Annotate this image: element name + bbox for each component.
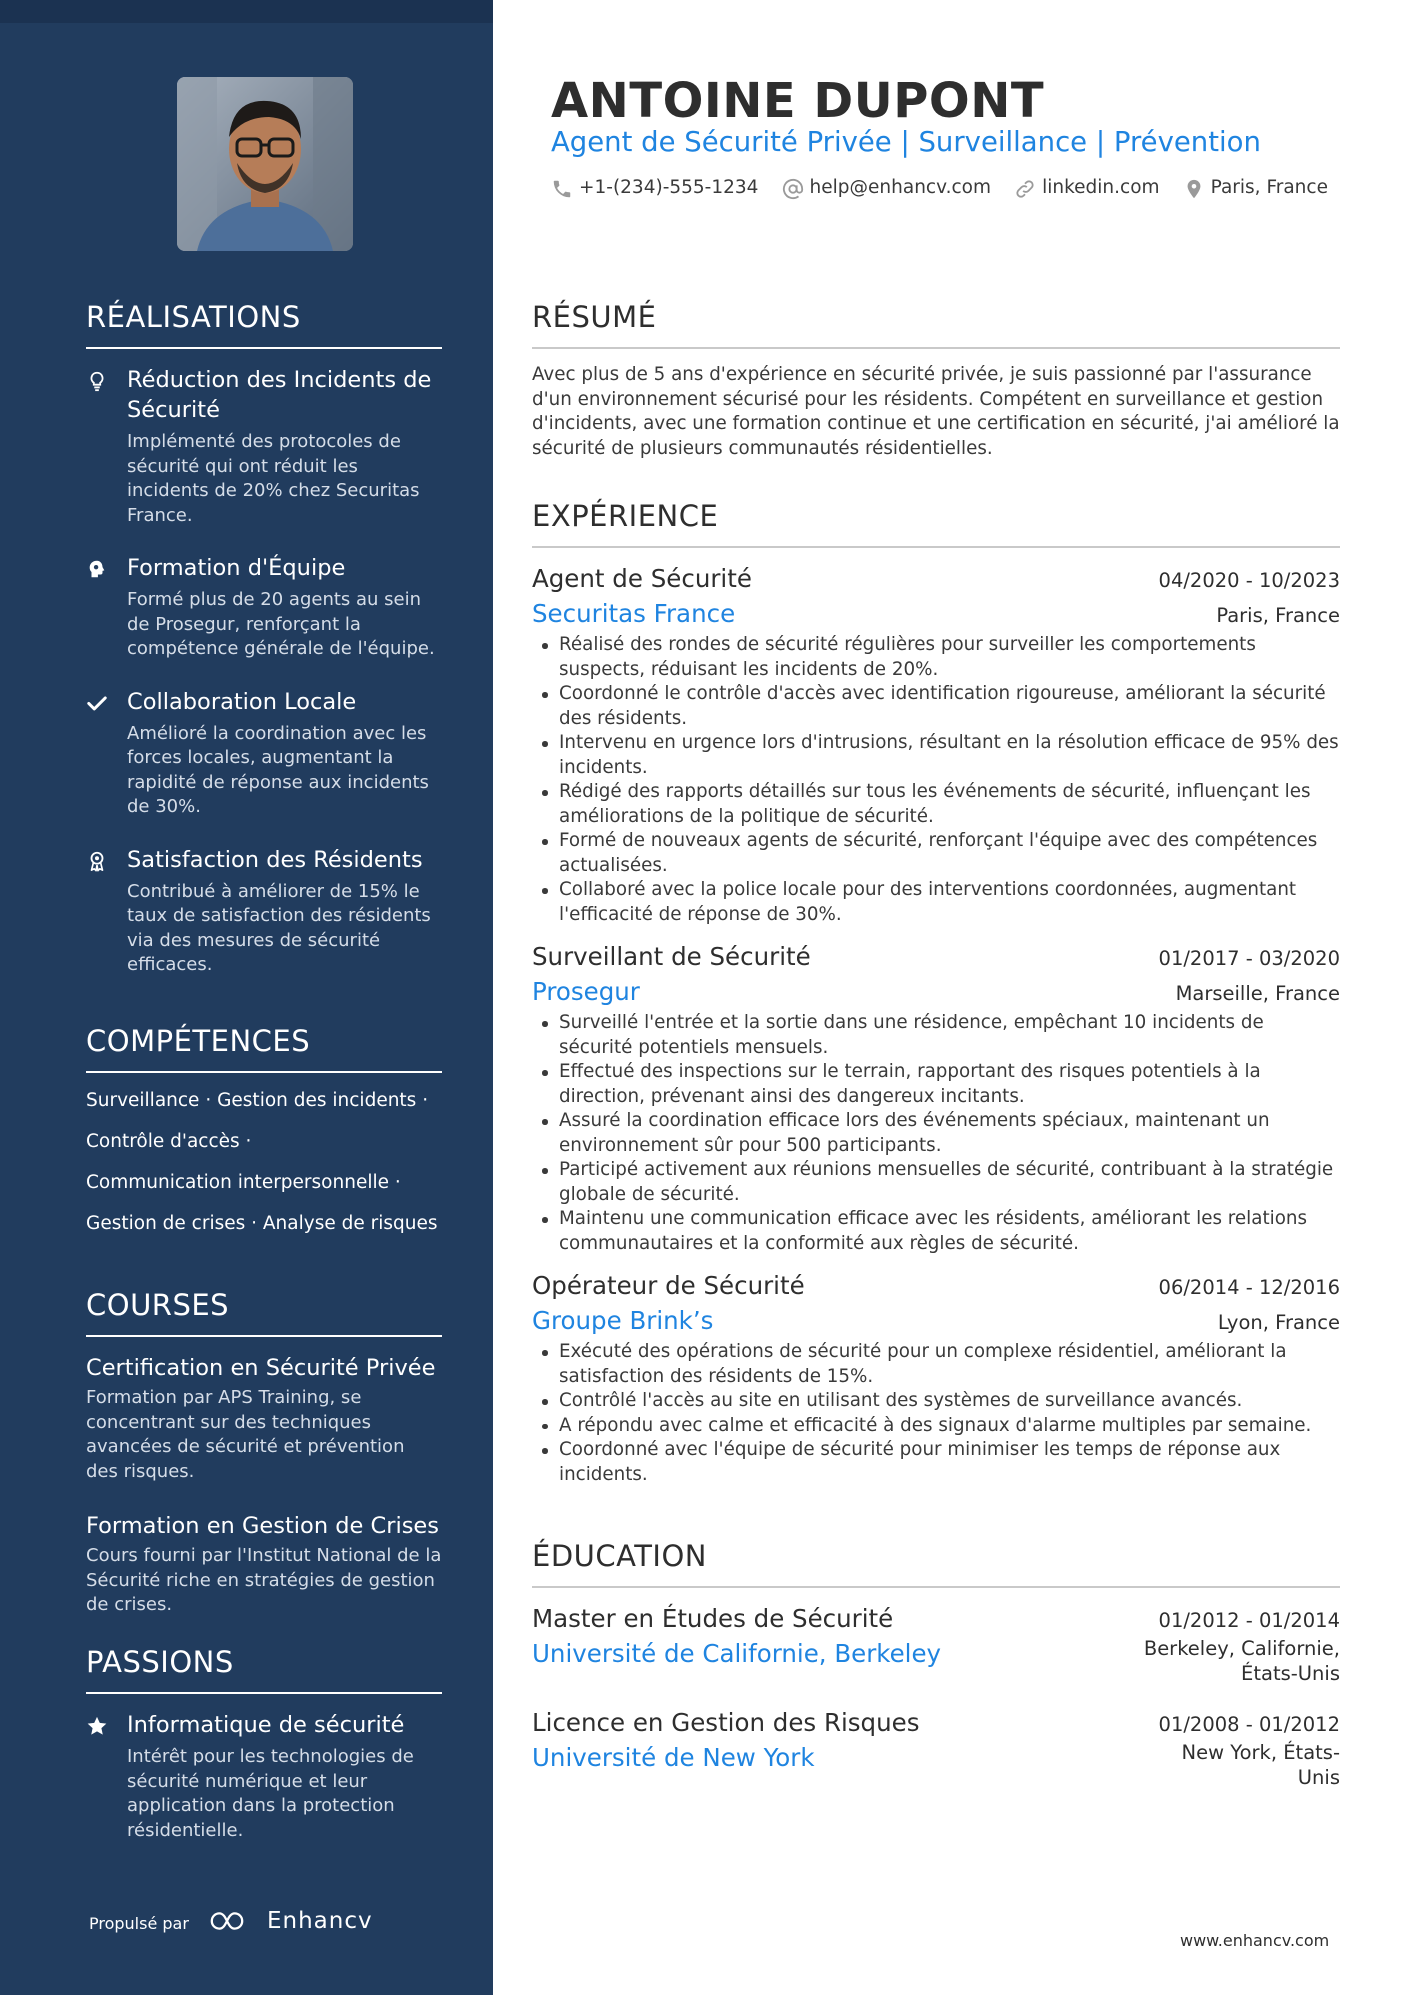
phone-icon — [551, 178, 573, 200]
skills-section — [86, 1024, 442, 1253]
course-description: Formation par APS Training, se concentrant sur des techniques avancées de sécurité et prévention des risques. — [86, 1387, 405, 1482]
achievement-description: Contribué à améliorer de 15% le taux de satisfaction des résidents via des mesures de sécurité efficaces. — [127, 880, 431, 975]
location-pin-icon — [1183, 178, 1205, 200]
candidate-name: ANTOINE DUPONT — [551, 73, 1045, 129]
enhancv-brand[interactable]: Enhancv — [267, 1908, 373, 1934]
job-bullet: Rédigé des rapports détaillés sur tous les événements de sécurité, influençant les améliorations de la politique de sécurité. — [532, 780, 1340, 829]
passion-description: Intérêt pour les technologies de sécurité numérique et leur application dans la protection résidentielle. — [127, 1746, 414, 1841]
achievements-title: RÉALISATIONS — [86, 300, 442, 349]
education-degree: Licence en Gestion des Risques — [532, 1708, 920, 1737]
job-bullet: Réalisé des rondes de sécurité régulières pour surveiller les comportements suspects, réduisant les incidents de 20%. — [532, 633, 1340, 682]
passions-title: PASSIONS — [86, 1645, 442, 1694]
enhancv-logo-icon — [208, 1907, 246, 1935]
skills-line: Communication interpersonnelle · — [86, 1172, 401, 1193]
job-company: Prosegur — [532, 977, 640, 1006]
job-company: Groupe Brink’s — [532, 1306, 714, 1335]
contact-phone[interactable] — [551, 177, 758, 198]
skills-line: Gestion de crises · Analyse de risques — [86, 1213, 438, 1234]
achievement-item — [86, 845, 442, 978]
job-location: Marseille, France — [1175, 982, 1340, 1005]
contact-email[interactable] — [782, 177, 991, 198]
summary-title: RÉSUMÉ — [532, 300, 1340, 349]
job-bullet: Effectué des inspections sur le terrain, rapportant des risques potentiels à la direction, prévenant ainsi des dangereux incitants. — [532, 1060, 1340, 1109]
skills-line: Contrôle d'accès · — [86, 1131, 252, 1152]
courses-title: COURSES — [86, 1288, 442, 1337]
education-entry — [532, 1706, 1340, 1790]
achievement-title: Collaboration Locale — [127, 688, 357, 715]
job-bullet: Intervenu en urgence lors d'intrusions, résultant en la résolution efficace de 95% des incidents. — [532, 731, 1340, 780]
course-item — [86, 1511, 442, 1618]
job-entry — [532, 562, 1340, 927]
education-title: ÉDUCATION — [532, 1539, 1340, 1588]
job-company: Securitas France — [532, 599, 736, 628]
profile-photo-illustration — [177, 77, 353, 251]
job-bullets — [532, 1011, 1340, 1256]
education-dates: 01/2012 - 01/2014 — [1158, 1609, 1340, 1632]
education-school: Université de New York — [532, 1743, 815, 1772]
job-dates: 01/2017 - 03/2020 — [1158, 947, 1340, 970]
achievement-title: Satisfaction des Résidents — [127, 846, 423, 873]
education-dates: 01/2008 - 01/2012 — [1158, 1713, 1340, 1736]
job-bullet: Assuré la coordination efficace lors des événements spéciaux, maintenant un environnement sûr pour 500 participants. — [532, 1109, 1340, 1158]
footer-url[interactable]: www.enhancv.com — [1180, 1931, 1330, 1950]
education-location: Berkeley, Californie, États-Unis — [1143, 1637, 1340, 1685]
powered-by — [89, 1904, 389, 1944]
experience-section — [532, 499, 1340, 1500]
education-entry — [532, 1602, 1340, 1686]
contact-location-text: Paris, France — [1210, 177, 1328, 198]
passion-item — [86, 1710, 442, 1843]
achievement-title: Formation d'Équipe — [127, 555, 346, 581]
award-ribbon-icon — [86, 850, 108, 872]
experience-title: EXPÉRIENCE — [532, 499, 1340, 548]
job-location: Lyon, France — [1217, 1311, 1340, 1334]
contact-location — [1183, 177, 1328, 198]
job-bullet: Contrôlé l'accès au site en utilisant des systèmes de surveillance avancés. — [532, 1389, 1340, 1414]
achievement-description: Formé plus de 20 agents au sein de Prosegur, renforçant la compétence générale de l'équipe. — [127, 589, 435, 659]
lightbulb-icon — [86, 370, 108, 392]
candidate-headline: Agent de Sécurité Privée | Surveillance | Prévention — [551, 126, 1261, 158]
course-item — [86, 1353, 442, 1484]
job-bullet: A répondu avec calme et efficacité à des signaux d'alarme multiples par semaine. — [532, 1414, 1340, 1439]
achievement-title: Réduction des Incidents de Sécurité — [127, 367, 432, 423]
checkmark-icon — [86, 692, 108, 714]
link-icon — [1014, 178, 1036, 200]
education-degree: Master en Études de Sécurité — [532, 1604, 894, 1633]
profile-photo — [177, 77, 353, 251]
job-bullet: Coordonné avec l'équipe de sécurité pour minimiser les temps de réponse aux incidents. — [532, 1438, 1340, 1487]
at-icon — [782, 178, 804, 200]
job-title: Opérateur de Sécurité — [532, 1271, 805, 1300]
job-bullets — [532, 1340, 1340, 1487]
job-location: Paris, France — [1216, 604, 1340, 627]
job-bullet: Collaboré avec la police locale pour des interventions coordonnées, augmentant l'efficacité de réponse de 30%. — [532, 878, 1340, 927]
course-title: Formation en Gestion de Crises — [86, 1513, 440, 1539]
contact-linkedin[interactable] — [1014, 177, 1159, 198]
powered-by-label: Propulsé par — [89, 1914, 189, 1933]
achievement-item — [86, 687, 442, 820]
contact-phone-text: +1-(234)-555-1234 — [579, 177, 759, 198]
job-bullet: Exécuté des opérations de sécurité pour un complexe résidentiel, améliorant la satisfaction des résidents de 15%. — [532, 1340, 1340, 1389]
brain-icon — [86, 558, 108, 580]
summary-text: Avec plus de 5 ans d'expérience en sécurité privée, je suis passionné par l'assurance d'un environnement sécurisé pour les résidents. Compétent en surveillance et gestion d'incidents, avec une formation continue et une certification en sécurité, j'ai amélioré la sécurité de plusieurs communautés résidentielles. — [532, 364, 1340, 459]
courses-section — [86, 1288, 442, 1645]
summary-section — [532, 300, 1340, 461]
job-title: Agent de Sécurité — [532, 564, 752, 593]
job-entry — [532, 1269, 1340, 1487]
job-dates: 04/2020 - 10/2023 — [1158, 569, 1340, 592]
education-school: Université de Californie, Berkeley — [532, 1639, 942, 1668]
education-location: New York, États-Unis — [1181, 1741, 1340, 1789]
job-title: Surveillant de Sécurité — [532, 942, 811, 971]
job-bullet: Participé activement aux réunions mensuelles de sécurité, contribuant à la stratégie globale de sécurité. — [532, 1158, 1340, 1207]
achievement-item — [86, 365, 442, 528]
education-section — [532, 1539, 1340, 1810]
passion-title: Informatique de sécurité — [127, 1712, 405, 1738]
skills-title: COMPÉTENCES — [86, 1024, 442, 1073]
course-title: Certification en Sécurité Privée — [86, 1355, 436, 1381]
sidebar — [0, 0, 493, 1995]
skills-line: Surveillance · Gestion des incidents · — [86, 1090, 429, 1111]
achievement-description: Amélioré la coordination avec les forces locales, augmentant la rapidité de réponse aux incidents de 30%. — [127, 722, 429, 817]
job-bullet: Surveillé l'entrée et la sortie dans une résidence, empêchant 10 incidents de sécurité potentiels mensuels. — [532, 1011, 1340, 1060]
job-bullets — [532, 633, 1340, 927]
course-description: Cours fourni par l'Institut National de la Sécurité riche en stratégies de gestion de crises. — [86, 1545, 442, 1615]
achievement-item — [86, 553, 442, 662]
passions-section — [86, 1645, 442, 1868]
job-bullet: Maintenu une communication efficace avec les résidents, améliorant les relations communautaires et la conformité aux règles de sécurité. — [532, 1207, 1340, 1256]
star-icon — [86, 1715, 108, 1737]
sidebar-top-bar — [0, 0, 493, 23]
contact-linkedin-text: linkedin.com — [1042, 177, 1160, 198]
contact-bar — [551, 177, 1346, 205]
achievements-section — [86, 300, 442, 1003]
job-bullet: Coordonné le contrôle d'accès avec identification rigoureuse, améliorant la sécurité des résidents. — [532, 682, 1340, 731]
job-entry — [532, 940, 1340, 1256]
contact-email-text: help@enhancv.com — [809, 177, 991, 198]
job-bullet: Formé de nouveaux agents de sécurité, renforçant l'équipe avec des compétences actualisées. — [532, 829, 1340, 878]
achievement-description: Implémenté des protocoles de sécurité qui ont réduit les incidents de 20% chez Securitas France. — [127, 431, 420, 526]
job-dates: 06/2014 - 12/2016 — [1158, 1276, 1340, 1299]
